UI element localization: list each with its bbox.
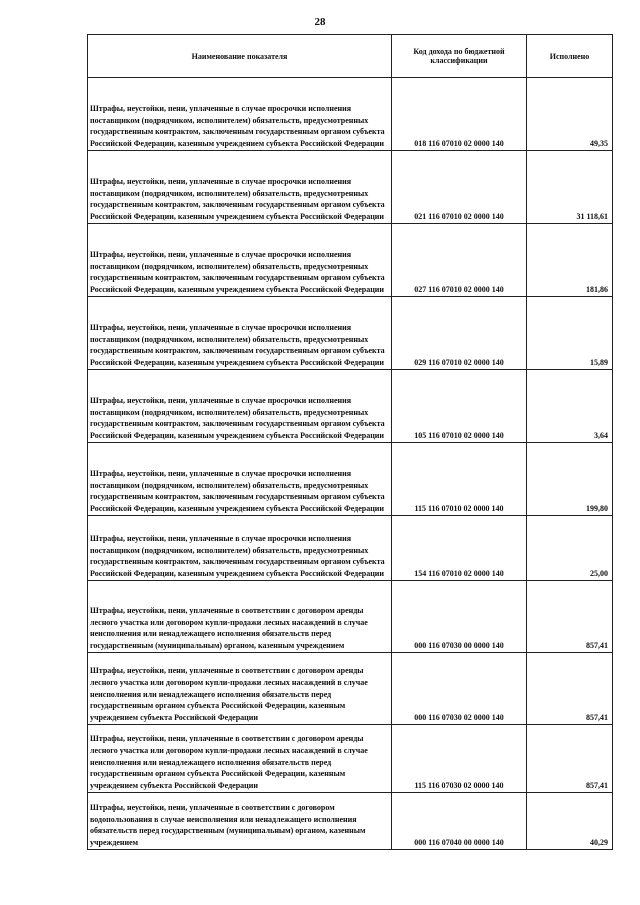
row-code: 000 116 07030 00 0000 140 xyxy=(392,581,527,653)
table-header-row xyxy=(88,35,613,78)
row-code: 018 116 07010 02 0000 140 xyxy=(392,78,527,151)
row-name: Штрафы, неустойки, пени, уплаченные в соответствии с договором аренды лесного участка или договором купли-продажи лесных насаждений в случае неисполнения или ненадлежащего исполнения обязательств перед государственным (муниципальным) органом, казенным учреждением xyxy=(88,581,392,653)
row-name: Штрафы, неустойки, пени, уплаченные в случае просрочки исполнения поставщиком (подрядчиком, исполнителем) обязательств, предусмотренных государственным контрактом, заключенным государственным органом субъекта Российской Федерации, казенным учреждением субъекта Российской Федерации xyxy=(88,516,392,581)
row-value: 3,64 xyxy=(527,370,613,443)
row-code: 105 116 07010 02 0000 140 xyxy=(392,370,527,443)
row-code: 154 116 07010 02 0000 140 xyxy=(392,516,527,581)
table-row xyxy=(88,224,613,297)
table-row xyxy=(88,370,613,443)
table-row xyxy=(88,653,613,725)
row-value: 25,00 xyxy=(527,516,613,581)
table-body xyxy=(88,78,613,850)
row-value: 857,41 xyxy=(527,725,613,793)
row-name: Штрафы, неустойки, пени, уплаченные в случае просрочки исполнения поставщиком (подрядчиком, исполнителем) обязательств, предусмотренных государственным контрактом, заключенным государственным органом субъекта Российской Федерации, казенным учреждением субъекта Российской Федерации xyxy=(88,78,392,151)
row-code: 021 116 07010 02 0000 140 xyxy=(392,151,527,224)
row-code: 027 116 07010 02 0000 140 xyxy=(392,224,527,297)
row-name: Штрафы, неустойки, пени, уплаченные в случае просрочки исполнения поставщиком (подрядчиком, исполнителем) обязательств, предусмотренных государственным контрактом, заключенным государственным органом субъекта Российской Федерации, казенным учреждением субъекта Российской Федерации xyxy=(88,443,392,516)
row-name: Штрафы, неустойки, пени, уплаченные в случае просрочки исполнения поставщиком (подрядчиком, исполнителем) обязательств, предусмотренных государственным контрактом, заключенным государственным органом субъекта Российской Федерации, казенным учреждением субъекта Российской Федерации xyxy=(88,224,392,297)
row-value: 199,80 xyxy=(527,443,613,516)
row-value: 15,89 xyxy=(527,297,613,370)
header-executed: Исполнено xyxy=(527,35,613,78)
row-code: 029 116 07010 02 0000 140 xyxy=(392,297,527,370)
table-row xyxy=(88,78,613,151)
row-code: 000 116 07040 00 0000 140 xyxy=(392,793,527,850)
row-value: 49,35 xyxy=(527,78,613,151)
row-value: 857,41 xyxy=(527,581,613,653)
row-value: 40,29 xyxy=(527,793,613,850)
revenue-table xyxy=(87,34,613,850)
row-name: Штрафы, неустойки, пени, уплаченные в соответствии с договором аренды лесного участка или договором купли-продажи лесных насаждений в случае неисполнения или ненадлежащего исполнения обязательств перед государственным органом субъекта Российской Федерации, казенным учреждением субъекта Российской Федерации xyxy=(88,725,392,793)
row-code: 115 116 07010 02 0000 140 xyxy=(392,443,527,516)
table-row xyxy=(88,151,613,224)
table-row xyxy=(88,443,613,516)
row-value: 857,41 xyxy=(527,653,613,725)
row-value: 31 118,61 xyxy=(527,151,613,224)
table-row xyxy=(88,581,613,653)
header-code: Код дохода по бюджетной классификации xyxy=(392,35,527,78)
row-value: 181,86 xyxy=(527,224,613,297)
row-code: 000 116 07030 02 0000 140 xyxy=(392,653,527,725)
page-number: 28 xyxy=(314,16,326,28)
header-name: Наименование показателя xyxy=(88,35,392,78)
row-name: Штрафы, неустойки, пени, уплаченные в случае просрочки исполнения поставщиком (подрядчиком, исполнителем) обязательств, предусмотренных государственным контрактом, заключенным государственным органом субъекта Российской Федерации, казенным учреждением субъекта Российской Федерации xyxy=(88,297,392,370)
table-row xyxy=(88,725,613,793)
table-row xyxy=(88,516,613,581)
row-name: Штрафы, неустойки, пени, уплаченные в случае просрочки исполнения поставщиком (подрядчиком, исполнителем) обязательств, предусмотренных государственным контрактом, заключенным государственным органом субъекта Российской Федерации, казенным учреждением субъекта Российской Федерации xyxy=(88,370,392,443)
row-code: 115 116 07030 02 0000 140 xyxy=(392,725,527,793)
row-name: Штрафы, неустойки, пени, уплаченные в случае просрочки исполнения поставщиком (подрядчиком, исполнителем) обязательств, предусмотренных государственным контрактом, заключенным государственным органом субъекта Российской Федерации, казенным учреждением субъекта Российской Федерации xyxy=(88,151,392,224)
table-row xyxy=(88,793,613,850)
row-name: Штрафы, неустойки, пени, уплаченные в соответствии с договором аренды лесного участка или договором купли-продажи лесных насаждений в случае неисполнения или ненадлежащего исполнения обязательств перед государственным органом субъекта Российской Федерации, казенным учреждением субъекта Российской Федерации xyxy=(88,653,392,725)
table-row xyxy=(88,297,613,370)
row-name: Штрафы, неустойки, пени, уплаченные в соответствии с договором водопользования в случае неисполнения или ненадлежащего исполнения обязательств перед государственным (муниципальным) органом, казенным учреждением xyxy=(88,793,392,850)
